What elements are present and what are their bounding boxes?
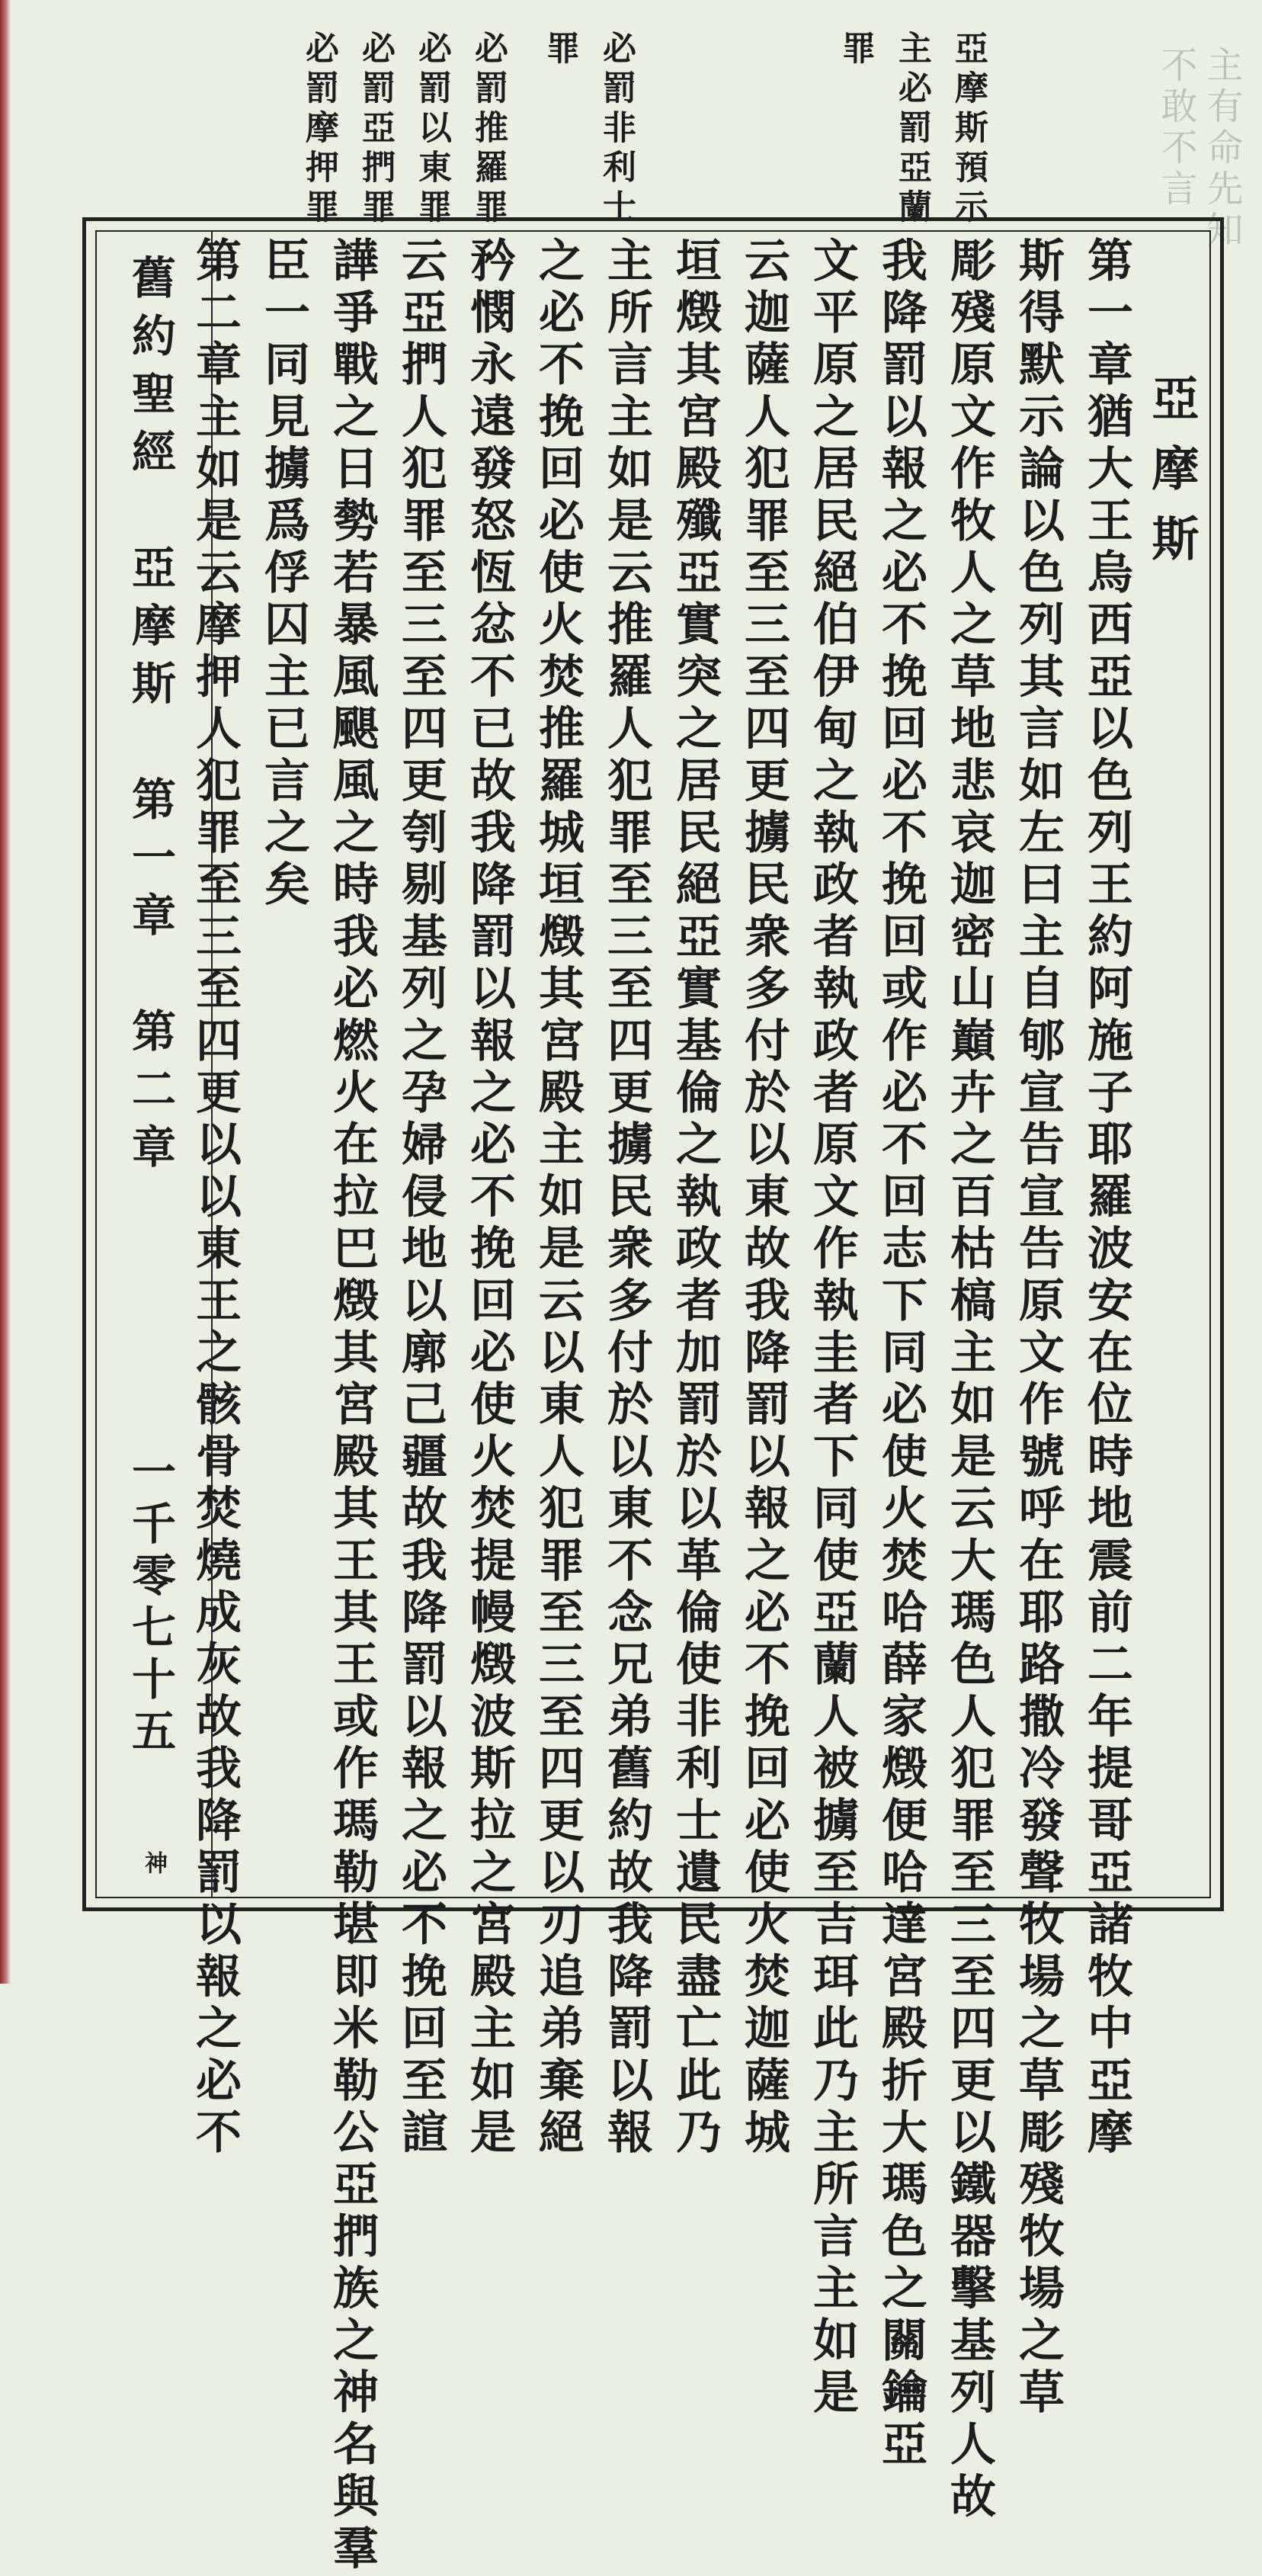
text-column: 彫殘原文作牧人之草地悲哀迦密山巔卉之百枯槁主如是云大瑪色人犯罪至三至四更以鐵器擊基列人故 bbox=[943, 236, 996, 2524]
text-column: 云迦薩人犯罪至三至四更擄民衆多付於以東故我降罰以報之必不挽回必使火焚迦薩城 bbox=[737, 236, 790, 2161]
body-text bbox=[188, 236, 1202, 2576]
text-column: 臣一同見擄爲俘囚主已言之矣 bbox=[257, 236, 310, 913]
headnote: 罪 bbox=[540, 30, 579, 70]
text-column: 云亞捫人犯罪至三至四更刳剔基列之孕婦侵地以廓己疆故我降罰以報之必不挽回至諠 bbox=[394, 236, 447, 2161]
book-title: 亞摩斯 bbox=[1144, 374, 1200, 584]
page-number: 一千零七十五 bbox=[124, 1448, 176, 1760]
printer-mark: 神 bbox=[140, 1851, 167, 1874]
text-column: 矜憫永遠發怒恆忿不已故我降罰以報之必不挽回必使火焚提幔燬波斯拉之宮殿主如是 bbox=[463, 236, 516, 2161]
text-column: 之必不挽回必使火焚推羅城垣燬其宮殿主如是云以東人犯罪至三至四更以刃追弟棄絕 bbox=[531, 236, 585, 2161]
text-column: 斯得默示論以色列其言如左曰主自郇宣告宣告原文作號呼在耶路撒冷發聲牧場之草彫殘牧場之草 bbox=[1011, 236, 1065, 2420]
text-column: 第一章猶大王烏西亞以色列王約阿施子耶羅波安在位時地震前二年提哥亞諸牧中亞摩 bbox=[1080, 236, 1133, 2161]
headnote: 亞摩斯預示 bbox=[949, 30, 988, 229]
text-column: 第二章主如是云摩押人犯罪至三至四更以以東王之骸骨焚燒成灰故我降罰以報之必不 bbox=[188, 236, 242, 2161]
running-head bbox=[97, 232, 213, 1897]
text-column: 我降罰以報之必不挽回必不挽回或作必不回志下同必使火焚哈薛家燬便哈達宮殿折大瑪色之關鑰亞 bbox=[874, 236, 927, 2472]
page-edge bbox=[0, 0, 11, 1984]
headnote: 必罰推羅罪 bbox=[469, 30, 508, 229]
headnote: 必罰摩押罪 bbox=[299, 30, 338, 229]
bleed-through-text: 不敢不言 bbox=[1155, 46, 1197, 210]
text-column: 文平原之居民絕伯伊甸之執政者執政者原文作執圭者下同使亞蘭人被擄至吉珥此乃主所言主如是 bbox=[806, 236, 859, 2420]
headnotes bbox=[127, 30, 988, 229]
headnote: 必罰以東罪 bbox=[412, 30, 451, 229]
text-frame-inner bbox=[95, 230, 1211, 2576]
headnote: 罪 bbox=[836, 30, 875, 70]
headnote: 必罰非利士 bbox=[597, 30, 636, 229]
text-column: 垣燬其宮殿殲亞實突之居民絕亞實基倫之執政者加罰於以革倫使非利士遺民盡亡此乃 bbox=[668, 236, 722, 2161]
bleed-through-text: 主有命先知 bbox=[1200, 46, 1243, 252]
running-head-title: 舊約聖經 亞摩斯 第一章 第二章 bbox=[124, 255, 176, 1182]
text-column: 主所言主如是云推羅人犯罪至三至四更擄民衆多付於以東不念兄弟舊約故我降罰以報 bbox=[600, 236, 653, 2161]
headnote: 主必罰亞蘭 bbox=[892, 30, 931, 229]
text-frame bbox=[82, 217, 1224, 2576]
headnote: 必罰亞捫罪 bbox=[356, 30, 395, 229]
text-column: 譁爭戰之日勢若暴風颶風之時我必燃火在拉巴燬其宮殿其王其王或作瑪勒堪即米勒公亞捫族之神名與羣 bbox=[325, 236, 379, 2576]
